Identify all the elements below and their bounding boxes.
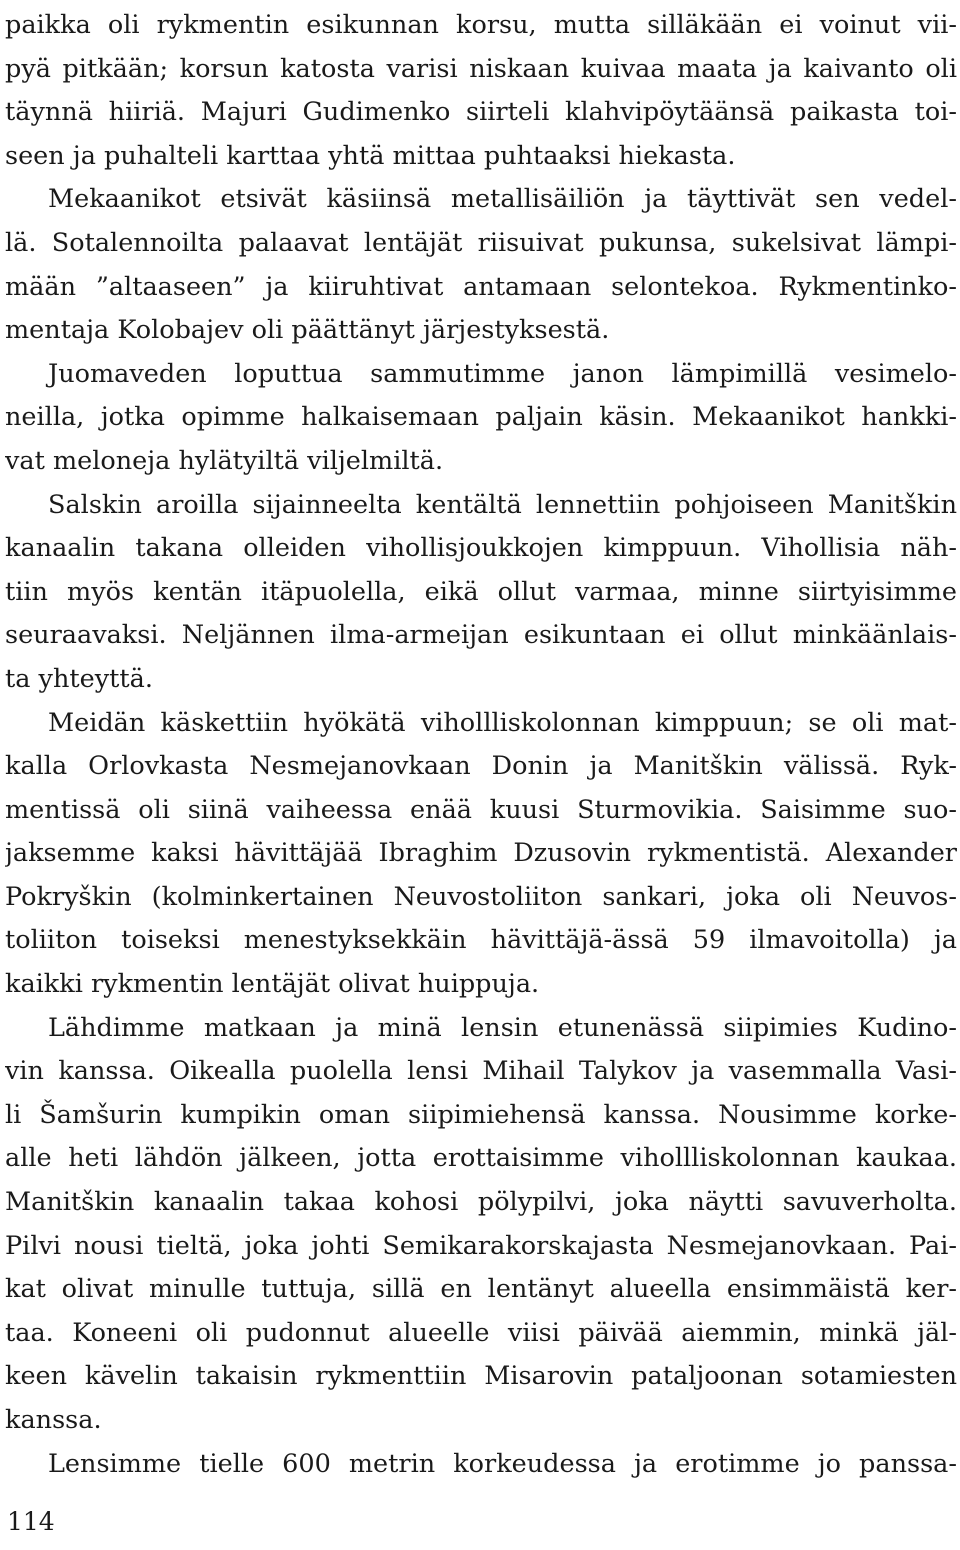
paragraph	[5, 4, 957, 178]
text-line: kaikki rykmentin lentäjät olivat huippuja.	[5, 969, 540, 1000]
text-line: Mekaanikot etsivät käsiinsä metallisäiliön ja täyttivät sen vedel-	[48, 184, 957, 215]
text-line: mentaja Kolobajev oli päättänyt järjestyksestä.	[5, 315, 610, 346]
text-line: Manitškin kanaalin takaa kohosi pölypilvi, joka näytti savuverholta.	[5, 1187, 957, 1218]
text-line: Pilvi nousi tieltä, joka johti Semikarakorskajasta Nesmejanovkaan. Pai-	[5, 1230, 957, 1261]
text-line: seen ja puhalteli karttaa yhtä mittaa puhtaaksi hiekasta.	[5, 140, 736, 171]
text-line: mentissä oli siinä vaiheessa enää kuusi Sturmovikia. Saisimme suo-	[5, 794, 957, 825]
text-line: taa. Koneeni oli pudonnut alueelle viisi päivää aiemmin, minkä jäl-	[5, 1317, 957, 1348]
paragraph	[5, 1443, 957, 1487]
page-body	[5, 4, 957, 1486]
text-line: pyä pitkään; korsun katosta varisi niskaan kuivaa maata ja kaivanto oli	[5, 53, 957, 84]
text-line: Juomaveden loputtua sammutimme janon lämpimillä vesimelo-	[48, 358, 957, 389]
paragraph	[5, 178, 957, 352]
paragraph	[5, 702, 957, 1007]
text-line: Meidän käskettiin hyökätä vihollliskolonnan kimppuun; se oli mat-	[48, 707, 957, 738]
text-line: paikka oli rykmentin esikunnan korsu, mutta silläkään ei voinut vii-	[5, 10, 957, 40]
text-line: keen kävelin takaisin rykmenttiin Misarovin pataljoonan sotamiesten	[5, 1361, 957, 1392]
text-line: neilla, jotka opimme halkaisemaan paljain käsin. Mekaanikot hankki-	[5, 402, 957, 433]
text-line: Lensimme tielle 600 metrin korkeudessa ja erotimme jo panssa-	[48, 1448, 957, 1479]
text-line: Lähdimme matkaan ja minä lensin etunenässä siipimies Kudino-	[48, 1012, 957, 1043]
text-line: lä. Sotalennoilta palaavat lentäjät riisuivat pukunsa, sukelsivat lämpi-	[5, 227, 957, 258]
paragraph	[5, 484, 957, 702]
text-line: kanaalin takana olleiden vihollisjoukkojen kimppuun. Vihollisia näh-	[5, 533, 957, 564]
text-line: tiin myös kentän itäpuolella, eikä ollut varmaa, minne siirtyisimme	[5, 576, 957, 607]
text-line: toliiton toiseksi menestyksekkäin hävittäjä-ässä 59 ilmavoitolla) ja	[5, 925, 957, 956]
text-line: kat olivat minulle tuttuja, sillä en lentänyt alueella ensimmäistä ker-	[5, 1274, 957, 1305]
text-line: seuraavaksi. Neljännen ilma-armeijan esikuntaan ei ollut minkäänlais-	[5, 620, 957, 651]
text-line: mään ”altaaseen” ja kiiruhtivat antamaan selontekoa. Rykmentinko-	[5, 271, 957, 302]
text-line: ta yhteyttä.	[5, 663, 153, 694]
paragraph	[5, 1007, 957, 1443]
text-line: li Šamšurin kumpikin oman siipimiehensä kanssa. Nousimme korke-	[5, 1099, 957, 1130]
text-line: jaksemme kaksi hävittäjää Ibraghim Dzusovin rykmentistä. Alexander	[5, 838, 957, 869]
text-line: kanssa.	[5, 1405, 102, 1435]
text-line: Salskin aroilla sijainneelta kentältä lennettiin pohjoiseen Manitškin	[48, 489, 957, 520]
text-line: täynnä hiiriä. Majuri Gudimenko siirteli klahvipöytäänsä paikasta toi-	[5, 97, 957, 128]
page-number: 114	[7, 1507, 55, 1536]
text-line: alle heti lähdön jälkeen, jotta erottaisimme vihollliskolonnan kaukaa.	[5, 1143, 957, 1174]
text-line: vin kanssa. Oikealla puolella lensi Mihail Talykov ja vasemmalla Vasi-	[5, 1056, 957, 1087]
paragraph	[5, 353, 957, 484]
text-line: Pokryškin (kolminkertainen Neuvostoliiton sankari, joka oli Neuvos-	[5, 881, 957, 912]
text-line: kalla Orlovkasta Nesmejanovkaan Donin ja Manitškin välissä. Ryk-	[5, 751, 957, 782]
text-line: vat meloneja hylätyiltä viljelmiltä.	[5, 445, 444, 476]
